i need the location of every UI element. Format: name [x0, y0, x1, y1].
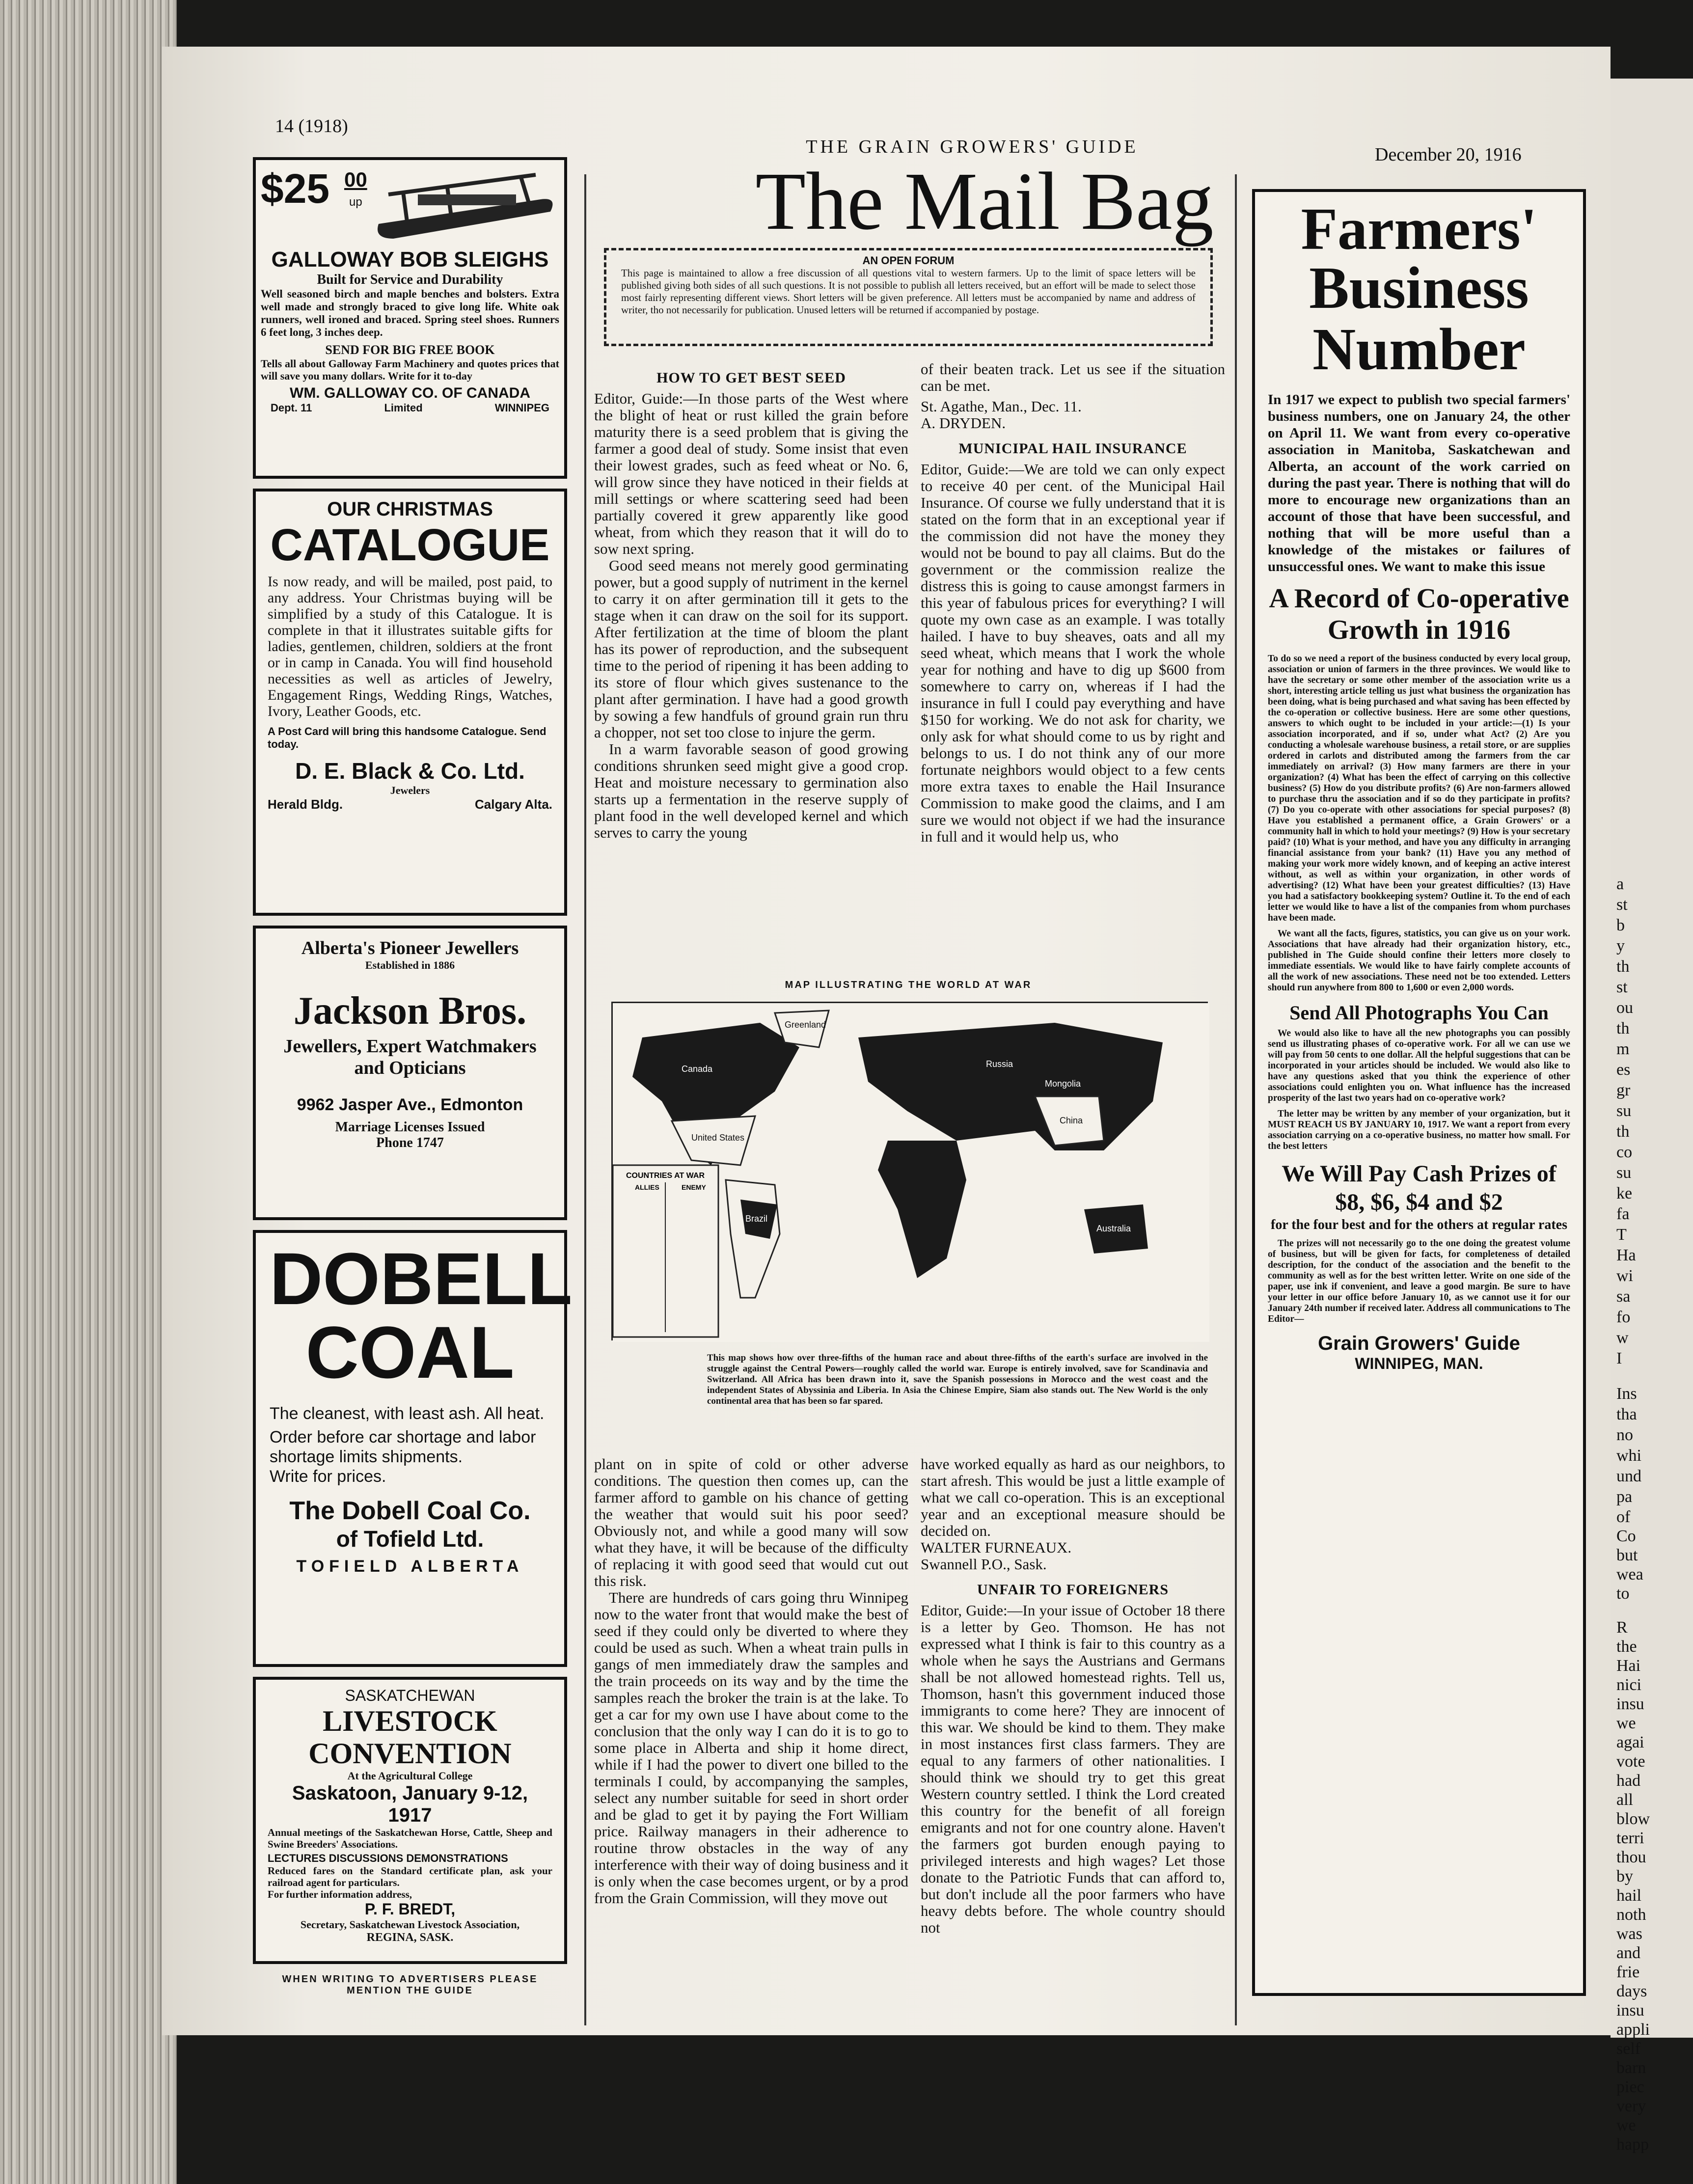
margin-fragment: co [1616, 1143, 1633, 1161]
dobell-city: TOFIELD ALBERTA [296, 1557, 524, 1576]
notice-body-5: The prizes will not necessarily go to the one doing the greatest volume of business, but will be given for facts, for completeness of detailed description, for the conduct of the association and the benefit to the community as well as for the best written letter. Write on one side of the paper, use ink if convenient, and leave a good margin. Be sure to have your letter in our office before January 10, as we cannot use it for our January 24th number if received later. Address all communications to The Editor— [1268, 1238, 1570, 1324]
margin-fragment: nici [1616, 1676, 1641, 1694]
letter-hail-continued: have worked equally as hard as our neighbors, to start afresh. This would be just a little example of what we call co-operation. This is an exceptional year and an exceptional measure should be decided on. [921, 1455, 1225, 1539]
map-legend-enemy: ENEMY [682, 1183, 706, 1191]
margin-fragment: had [1616, 1772, 1641, 1790]
margin-fragment: st [1616, 896, 1628, 914]
margin-fragment: th [1616, 1019, 1630, 1037]
margin-fragment: happ [1616, 2135, 1649, 2154]
letter-seed-continued: of their beaten track. Let us see if the situation can be met. [921, 360, 1225, 394]
margin-fragment: R [1616, 1618, 1628, 1637]
margin-fragment: was [1616, 1925, 1642, 1943]
livestock-info: For further information address, [268, 1888, 412, 1900]
margin-fragment: Co [1616, 1527, 1636, 1545]
letter-hail [921, 361, 1225, 970]
letter-hail-place: Swannell P.O., Sask. [921, 1556, 1047, 1573]
catalogue-title: CATALOGUE [270, 520, 550, 570]
margin-fragment: es [1616, 1061, 1631, 1079]
letter-seed-p3: In a warm favorable season of good growing conditions shrunken seed might give a good crop. Heat and moisture necessary to germination also starts up a fermentation in the reserve supply of plant food in the well developed kernel and which serves to carry the young [594, 740, 908, 841]
map-label: United States [691, 1133, 745, 1143]
livestock-body: Annual meetings of the Saskatchewan Horse, Cattle, Sheep and Swine Breeders' Associations. [268, 1827, 552, 1850]
margin-fragment: self [1616, 2040, 1641, 2058]
dobell-line-1: The cleanest, with least ash. All heat. [270, 1404, 545, 1423]
livestock-events: LECTURES DISCUSSIONS DEMONSTRATIONS [268, 1852, 508, 1864]
margin-fragment: pa [1616, 1488, 1633, 1506]
notice-body-3: We would also like to have all the new photographs you can possibly send us illustrating phases of co-operative work. For all we can use we will pay from 50 cents to one dollar. All the helpful suggestions that can be incorporated in your articles should be included. We would also like to have any questions asked that you think the experience of other associations could enlighten you on. What influence has the increased prosperity of the last two years had on co-operative work? [1268, 1028, 1570, 1103]
map-legend-allies: ALLIES [635, 1183, 659, 1191]
galloway-cta-body: Tells all about Galloway Farm Machinery and quotes prices that will save you many dollars. Write for it to-day [261, 357, 559, 382]
letter-seed-cont-p1: plant on in spite of cold or other adverse conditions. The question then comes up, can the farmer afford to gamble on his chance of getting the weather that would suit his poor seed? Obviously not, and while a good many will sow what they have, it will be because of the difficulty of replacing it with good seed that would cut out this risk. [594, 1455, 908, 1589]
galloway-company: WM. GALLOWAY CO. OF CANADA [290, 385, 530, 401]
livestock-city: REGINA, SASK. [366, 1931, 454, 1944]
margin-fragment: noth [1616, 1906, 1646, 1924]
dobell-company: The Dobell Coal Co. [289, 1497, 531, 1525]
forum-text: This page is maintained to allow a free discussion of all questions vital to western farmers. Up to the limit of space letters will be published giving both sides of all such questions. It is not possible to publish all letters received, but an effort will be made to select those most fairly representing different views. Short letters will be given preference. All letters must be accompanied by name and address of writer, tho not necessarily for publication. Unused letters will be returned if accompanied by postage. [621, 267, 1196, 316]
margin-fragment: Hai [1616, 1657, 1641, 1675]
margin-fragment: agai [1616, 1733, 1644, 1751]
letter-seed-place: St. Agathe, Man., Dec. 11. [921, 398, 1082, 415]
margin-fragment: I [1616, 1349, 1622, 1367]
black-jewelers: Jewelers [390, 784, 430, 796]
map-label: Canada [682, 1064, 713, 1074]
margin-fragment: th [1616, 1122, 1630, 1141]
margin-fragment: tha [1616, 1405, 1637, 1423]
margin-fragment: su [1616, 1102, 1632, 1120]
dobell-of: of Tofield Ltd. [336, 1526, 484, 1552]
notice-prizes-heading: We Will Pay Cash Prizes of $8, $6, $4 and $2 [1282, 1161, 1556, 1215]
catalogue-body: Is now ready, and will be mailed, post paid, to any address. Your Christmas buying will be simplified by a study of this Catalogue. It is complete in that it illustrates suitable gifts for ladies, gentlemen, children, soldiers at the front or in camp in Canada. You will find household necessities as well as articles of Jewelry, Engagement Rings, Wedding Rings, Watches, Ivory, Leather Goods, etc. [268, 573, 552, 719]
catalogue-cta: A Post Card will bring this handsome Catalogue. Send today. [268, 725, 546, 750]
world-war-map [611, 1002, 1208, 1340]
margin-fragment: by [1616, 1867, 1633, 1885]
margin-fragment: fo [1616, 1308, 1631, 1326]
margin-fragment: we [1616, 1714, 1636, 1732]
letter-foreigners-heading: UNFAIR TO FOREIGNERS [977, 1582, 1169, 1598]
notice-record-heading: A Record of Co-operative Growth in 1916 [1269, 583, 1569, 645]
notice-photos-heading: Send All Photographs You Can [1289, 1002, 1549, 1024]
margin-fragment: ou [1616, 999, 1633, 1017]
sleigh-price-up: up [349, 195, 362, 209]
galloway-dept: Dept. 11 [271, 402, 312, 414]
notice-title-1: Farmers' [1301, 196, 1537, 262]
map-label: China [1060, 1116, 1083, 1125]
margin-fragment: ke [1616, 1184, 1633, 1202]
notice-title-3: Number [1312, 316, 1526, 382]
dobell-coal-ad [253, 1230, 573, 1667]
margin-fragment: st [1616, 978, 1628, 996]
dobell-title-1: DOBELL [270, 1237, 573, 1320]
forum-title: AN OPEN FORUM [862, 254, 955, 267]
letter-seed-heading: HOW TO GET BEST SEED [656, 370, 846, 386]
dobell-title-2: COAL [305, 1311, 515, 1393]
galloway-city: WINNIPEG [494, 402, 549, 414]
margin-fragment: to [1616, 1584, 1630, 1603]
map-label: Mongolia [1045, 1079, 1081, 1089]
map-legend-title: COUNTRIES AT WAR [626, 1172, 705, 1180]
open-forum-box [604, 248, 1213, 346]
notice-intro: In 1917 we expect to publish two special farmers' business numbers, one on January 24, the other on April 11. We want from every co-operative association in Manitoba, Saskatchewan and Alberta, an account of the work carried on during the past year. There is nothing that will do more to encourage new organizations than an account of those that have been successful, and nothing that will be more useful than a knowledge of the mistakes or failures of unsuccessful ones. We want to make this issue [1268, 392, 1570, 574]
margin-fragment: a [1616, 875, 1624, 893]
jackson-address: 9962 Jasper Ave., Edmonton [297, 1095, 523, 1114]
black-company: D. E. Black & Co. Ltd. [295, 758, 525, 784]
margin-fragment: b [1616, 916, 1625, 934]
galloway-limited: Limited [384, 402, 423, 414]
letter-hail-heading: MUNICIPAL HAIL INSURANCE [958, 440, 1187, 457]
margin-fragment: no [1616, 1426, 1633, 1444]
margin-fragment: m [1616, 1040, 1630, 1058]
world-map-graphic [613, 1003, 1209, 1342]
livestock-title: LIVESTOCK CONVENTION [308, 1705, 512, 1770]
margin-fragment: insu [1616, 2001, 1644, 2020]
margin-fragment: th [1616, 957, 1630, 976]
dobell-line-3: Write for prices. [270, 1467, 386, 1486]
margin-fragment: and [1616, 1944, 1641, 1962]
jackson-est: Established in 1886 [365, 959, 455, 971]
notice-body-1: To do so we need a report of the business conducted by every local group, association or union of farmers in the three provinces. We would like to have the secretary or some other member of the association write us a short, interesting article telling us just what business the organization has been doing, what is being purchased and what saving has been effected by the co-operation or collective business. Here are some other questions, answers to which ought to be included in your article:—(1) Is your association incorporated, and if so, under what Act? (2) Are you conducting a wholesale warehouse business, a retail store, or are supplies ordered in carlots and distributed among the farmers from the car immediately on arrival? (3) How many farmers are there in your organization? (4) What has been the effect of carrying on this collective business? (5) How do you distribute profits? (6) Are non-farmers allowed to purchase thru the association and if so do they participate in profits? (7) Do you co-operate with other associations for special purposes? (8) Have you established a permanent office, a Grain Growers' or a community hall in which to hold your meetings? (9) How is your secretary paid? (10) What is your method, and have you any difficulty in arranging financial assistance from your bank? (11) Have you any method of making your work more widely known, and of keeping an active interest without, as well as within your organization, in other words of advertising? (12) What have been your greatest difficulties? (13) Have you had a satisfactory bookkeeping system? Outline it. To the end of each letter we would like to have a list of the companies from whom purchases have been made. [1268, 654, 1570, 923]
margin-fragment: thou [1616, 1848, 1646, 1866]
notice-body-2: We want all the facts, figures, statistics, you can give us on your work. Associations that have already had their organization history, etc., published in The Guide should confine their letters more closely to immediate essentials. We would like to have fairly complete accounts of all the work of new associations. These need not be too extended. Letters should run anywhere from 800 to 1,600 or even 2,000 words. [1268, 928, 1570, 993]
map-label: Russia [986, 1059, 1013, 1069]
livestock-fares: Reduced fares on the Standard certificate plan, ask your railroad agent for particulars. [268, 1865, 552, 1888]
page-number: 14 (1918) [275, 116, 348, 136]
adjacent-page [1611, 79, 1693, 2154]
notice-body-4: The letter may be written by any member of your organization, but it MUST REACH US BY JANUARY 10, 1917. We want a report from every association carrying on a co-operative business, no matter how small. For the best letters [1268, 1109, 1570, 1151]
black-catalogue-ad [253, 489, 567, 916]
margin-fragment: T [1616, 1226, 1627, 1244]
column-rule [1235, 174, 1237, 2025]
galloway-title: GALLOWAY BOB SLEIGHS [271, 247, 549, 272]
catalogue-pre: OUR CHRISTMAS [327, 498, 493, 520]
margin-fragment: we [1616, 2116, 1636, 2134]
jackson-title: Jackson Bros. [293, 989, 527, 1033]
galloway-body: Well seasoned birch and maple benches and bolsters. Extra well made and strongly braced to give long life. White oak runners, well ironed and braced. Spring steel shoes. Runners 6 feet long, 3 inches deep. [261, 288, 559, 338]
black-city: Calgary Alta. [475, 797, 552, 812]
letter-seed-continued-column [594, 1456, 908, 2016]
margin-fragment: terri [1616, 1829, 1644, 1847]
jackson-licenses: Marriage Licenses Issued [335, 1119, 485, 1135]
page-date: December 20, 1916 [1375, 144, 1522, 165]
margin-fragment: fa [1616, 1205, 1630, 1223]
galloway-ad [253, 157, 567, 479]
letter-hail-signature: WALTER FURNEAUX. [921, 1539, 1072, 1556]
margin-fragment: piec [1616, 2078, 1644, 2096]
sleigh-price: $25 [261, 165, 330, 212]
margin-fragment: w [1616, 1329, 1629, 1347]
margin-fragment: but [1616, 1546, 1638, 1564]
margin-fragment: frie [1616, 1963, 1640, 1981]
margin-fragment: gr [1616, 1081, 1631, 1099]
book-page-edges [0, 0, 177, 2184]
margin-fragment: Ins [1616, 1385, 1637, 1403]
masthead: THE GRAIN GROWERS' GUIDE [806, 136, 1139, 157]
map-label: Australia [1096, 1224, 1131, 1233]
margin-fragment: sa [1616, 1287, 1631, 1306]
notice-prizes-sub: for the four best and for the others at regular rates [1271, 1217, 1567, 1232]
map-title: MAP ILLUSTRATING THE WORLD AT WAR [785, 980, 1032, 990]
margin-fragment: wi [1616, 1267, 1633, 1285]
jackson-subtitle: Jewellers, Expert Watchmakers and Opticians [283, 1036, 537, 1078]
map-caption: This map shows how over three-fifths of the human race and about three-fifths of the earth's surface are involved in the struggle against the Central Powers—roughly called the world war. Europe is entirely involved, save for Scandinavia and Switzerland. All Africa has been drawn into it, save the Spanish possessions in Morocco and the west coast and the independent States of Abyssinia and Liberia. In Asia the Chinese Empire, Siam also stands out. The New World is the only continental area that has been so far spared. [707, 1353, 1208, 1406]
letter-seed-p1: Editor, Guide:—In those parts of the West where the blight of heat or rust killed the grain before maturity there is a seed problem that is giving the farmer a good deal of study. Some insist that even their lowest grades, such as feed wheat or No. 6, will grow since they have noticed in their fields at mill settings or where scattering seed had been partially covered it grew apparently like good wheat, from which they reason that it will do to sow next spring. [594, 390, 908, 557]
livestock-convention-ad [253, 1677, 567, 1964]
letter-seed-cont-p2: There are hundreds of cars going thru Winnipeg now to the water front that would make the best of seed if they could only be diverted to where they could be used as such. When a wheat train pulls in gangs of men immediately draw the samples and the train proceeds on its way and by the time the samples reach the broker the train is at the lake. To get a car for my own use I have about come to the conclusion that the only way I can do it is to go to some place in Alberta and ship it home direct, while if I had the power to divert one billed to the terminals I could, by accompanying the samples, select any number suitable for seed in short order and be glad to get it by paying the Fort William price. Railway managers in their adherence to routine throw obstacles in the way of any interference with their way of doing business and it is only when the case becomes urgent, or by a prod from the Grain Commission, will they move out [594, 1589, 908, 1907]
margin-fragment: barn [1616, 2059, 1646, 2077]
notice-signature: Grain Growers' Guide [1318, 1333, 1520, 1354]
margin-fragment: all [1616, 1791, 1633, 1809]
margin-fragment: very [1616, 2097, 1646, 2115]
map-label: Brazil [745, 1214, 768, 1224]
jackson-ad [253, 926, 567, 1220]
newspaper-page [162, 47, 1611, 2035]
jackson-phone: Phone 1747 [376, 1135, 444, 1150]
margin-fragment: whi [1616, 1447, 1641, 1465]
galloway-subtitle: Built for Service and Durability [317, 272, 503, 287]
margin-fragment: the [1616, 1638, 1637, 1656]
sleigh-illustration [374, 165, 560, 244]
dobell-line-2: Order before car shortage and labor shortage limits shipments. [270, 1428, 536, 1466]
margin-fragment: wea [1616, 1565, 1643, 1583]
margin-fragment: Ha [1616, 1246, 1636, 1264]
advertisers-footer: WHEN WRITING TO ADVERTISERS PLEASE MENTION THE GUIDE [282, 1974, 538, 1996]
livestock-date: Saskatoon, January 9-12, 1917 [292, 1782, 528, 1826]
jackson-pre: Alberta's Pioneer Jewellers [301, 938, 519, 958]
livestock-name: P. F. BREDT, [364, 1900, 456, 1918]
sleigh-price-cents: 00 [344, 168, 367, 191]
margin-fragment: vote [1616, 1752, 1645, 1771]
livestock-pre: SASKATCHEWAN [345, 1687, 475, 1704]
column-rule [584, 174, 586, 2025]
margin-fragment: und [1616, 1467, 1641, 1485]
letter-seed-p2: Good seed means not merely good germinating power, but a good supply of nutriment in the kernel to carry it on after germination till it gets to the stage when it can draw on the soil for its support. After fertilization at the time of bloom the plant has its power of reproduction, and the subsequent time to the period of ripening it has been adding to its store of flour which gives sustenance to the plant after germination. I have had a good growth by sowing a few handfuls of ground grain run thru a chopper, not set too close to injure the germ. [594, 557, 908, 741]
black-bldg: Herald Bldg. [268, 797, 343, 812]
galloway-cta: SEND FOR BIG FREE BOOK [325, 343, 495, 357]
map-label: Greenland [785, 1020, 826, 1030]
page-title: The Mail Bag [755, 156, 1214, 247]
margin-fragment: blow [1616, 1810, 1650, 1828]
margin-fragment: of [1616, 1508, 1631, 1526]
letter-foreigners-body: Editor, Guide:—In your issue of October 18 there is a letter by Geo. Thomson. He has not expressed what I think is fair to this country as a whole when he says the Austrians and Germans shall be not allowed homestead rights. Tell us, Thomson, hasn't this government induced those immigrants to come here? They are innocent of this war. We should be kind to them. They make in most instances first class farmers. They are equal to any farmers of other nationalities. I should think we should try to get this great Western country settled. I think the Lord created this country for the benefit of all foreign emigrants and not for one country alone. Haven't the farmers got burden enough paying to privileged interests and high wages? Let those donate to the Patriotic Funds that can afford to, but don't include all the poor farmers who have heavy debts before. The whole country should not [921, 1602, 1225, 1936]
livestock-at: At the Agricultural College [347, 1770, 473, 1782]
letter-hail-body: Editor, Guide:—We are told we can only expect to receive 40 per cent. of the Municipal Hail Insurance. Of course we fully understand that it is stated on the form that in an exceptional year if the commission did not have the money they would not be bound to pay all claims. But do the government or the commission realize the distress this is going to cause amongst farmers in this year of fabulous prices for everything? I will quote my own case as an example. I was totally hailed. I have to buy sheaves, oats and all my seed wheat, which means that I work the whole year for nothing and have to dig up $600 from somewhere to carry on, whereas if I had the insurance in full I could pay everything and have $150 for working. We do not ask for charity, we only ask for what should come to us by right and belongs to us. I do not think any of our more fortunate neighbors would object to a few cents more extra taxes to enable the Hail Insurance Commission to make good the claims, and I am sure we would not object if we had the insurance in full and it would help us, who [921, 461, 1225, 845]
margin-fragment: appli [1616, 2020, 1650, 2039]
notice-city: WINNIPEG, MAN. [1355, 1355, 1483, 1372]
letter-seed [594, 361, 908, 970]
margin-fragment: days [1616, 1982, 1647, 2000]
letter-seed-signature: A. DRYDEN. [921, 414, 1006, 432]
notice-title-2: Business [1309, 255, 1529, 321]
margin-fragment: y [1616, 937, 1625, 955]
livestock-secretary: Secretary, Saskatchewan Livestock Association, [300, 1918, 520, 1931]
farmers-business-number-notice [1252, 189, 1586, 1996]
margin-fragment: hail [1616, 1886, 1641, 1905]
margin-fragment: insu [1616, 1695, 1644, 1713]
margin-fragment: su [1616, 1164, 1632, 1182]
letter-foreigners-column [921, 1456, 1225, 2016]
